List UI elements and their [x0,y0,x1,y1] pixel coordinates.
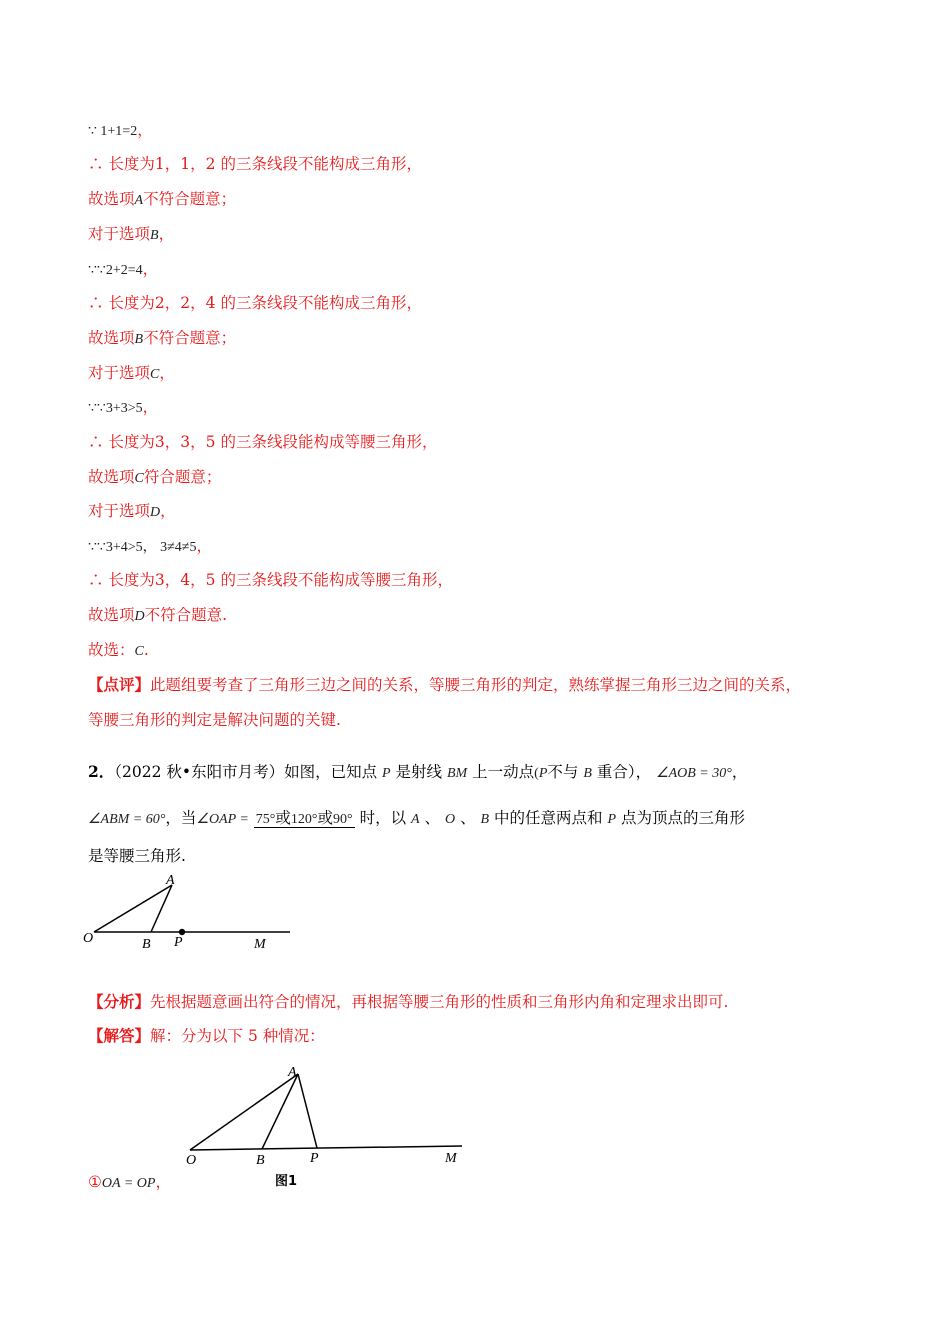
label-a: A [166,873,175,888]
segment-oa [94,885,172,932]
label-m: M [254,937,266,952]
line-9: ∵∵3+3>5， [88,398,159,416]
answer-blank: 75°或120°或90° [255,809,353,827]
case-1-line: ①OA = OP， [88,1173,171,1191]
line-16: 故选：C. [88,641,149,659]
line-7: 故选项B不符合题意； [88,329,237,347]
figure-1 [180,1058,470,1193]
label-b: B [142,937,151,952]
line-5: ∵∵2+2=4， [88,260,159,278]
line-12: 对于选项D， [88,502,176,520]
label-p: P [310,1151,319,1166]
line-6: ∴ 长度为2，2，4 的三条线段不能构成三角形， [88,294,422,312]
comment-line-1: 【点评】此题组要考查了三角形三边之间的关系，等腰三角形的判定，熟练掌握三角形三边之间的关系， [88,675,802,694]
label-b: B [256,1153,265,1168]
question-number: 2． [88,762,115,781]
label-p: P [174,935,183,950]
label-m: M [445,1151,457,1166]
solution-line: 【解答】解：分为以下 5 种情况： [88,1026,325,1045]
comment-line-2: 等腰三角形的判定是解决问题的关键. [88,711,341,729]
line-13: ∵∵3+4>5， 3≠4≠5， [88,537,212,555]
comment-tag: 【点评】 [88,675,151,694]
question-2-line-3: 是等腰三角形. [88,847,186,865]
line-1: ∵ 1+1=2， [88,121,153,139]
line-11: 故选项C符合题意； [88,468,222,486]
case-number: ① [88,1173,102,1191]
solution-tag: 【解答】 [88,1026,151,1045]
line-3: 故选项A不符合题意； [88,190,237,208]
ray-om [190,1146,462,1150]
line-14: ∴ 长度为3，4，5 的三条线段不能构成等腰三角形， [88,571,453,589]
line-4: 对于选项B， [88,225,175,243]
segment-ab [262,1074,298,1149]
label-a: A [288,1065,297,1080]
question-2-line-2: ∠ABM = 60°，当∠OAP = 75°或120°或90° 时，以 A 、 O 、 B 中的任意两点和 P 点为顶点的三角形 [88,809,745,827]
segment-oa [190,1074,298,1150]
analysis-tag: 【分析】 [88,992,151,1011]
line-8: 对于选项C， [88,364,175,382]
question-figure [80,868,300,953]
question-2-line-1: 2．（2022 秋•东阳市月考）如图，已知点 P 是射线 BM 上一动点(P不与 B 重合）， ∠AOB = 30°， [88,762,748,781]
figure-caption: 图1 [275,1174,298,1189]
analysis-line: 【分析】先根据题意画出符合的情况，再根据等腰三角形的性质和三角形内角和定理求出即可. [88,992,729,1011]
line-15: 故选项D不符合题意. [88,606,228,624]
line-2: ∴ 长度为1，1，2 的三条线段不能构成三角形， [88,155,422,173]
segment-ap [298,1074,317,1148]
label-o: O [186,1153,197,1168]
label-o: O [83,931,94,946]
line-10: ∴ 长度为3，3，5 的三条线段能构成等腰三角形， [88,433,438,451]
